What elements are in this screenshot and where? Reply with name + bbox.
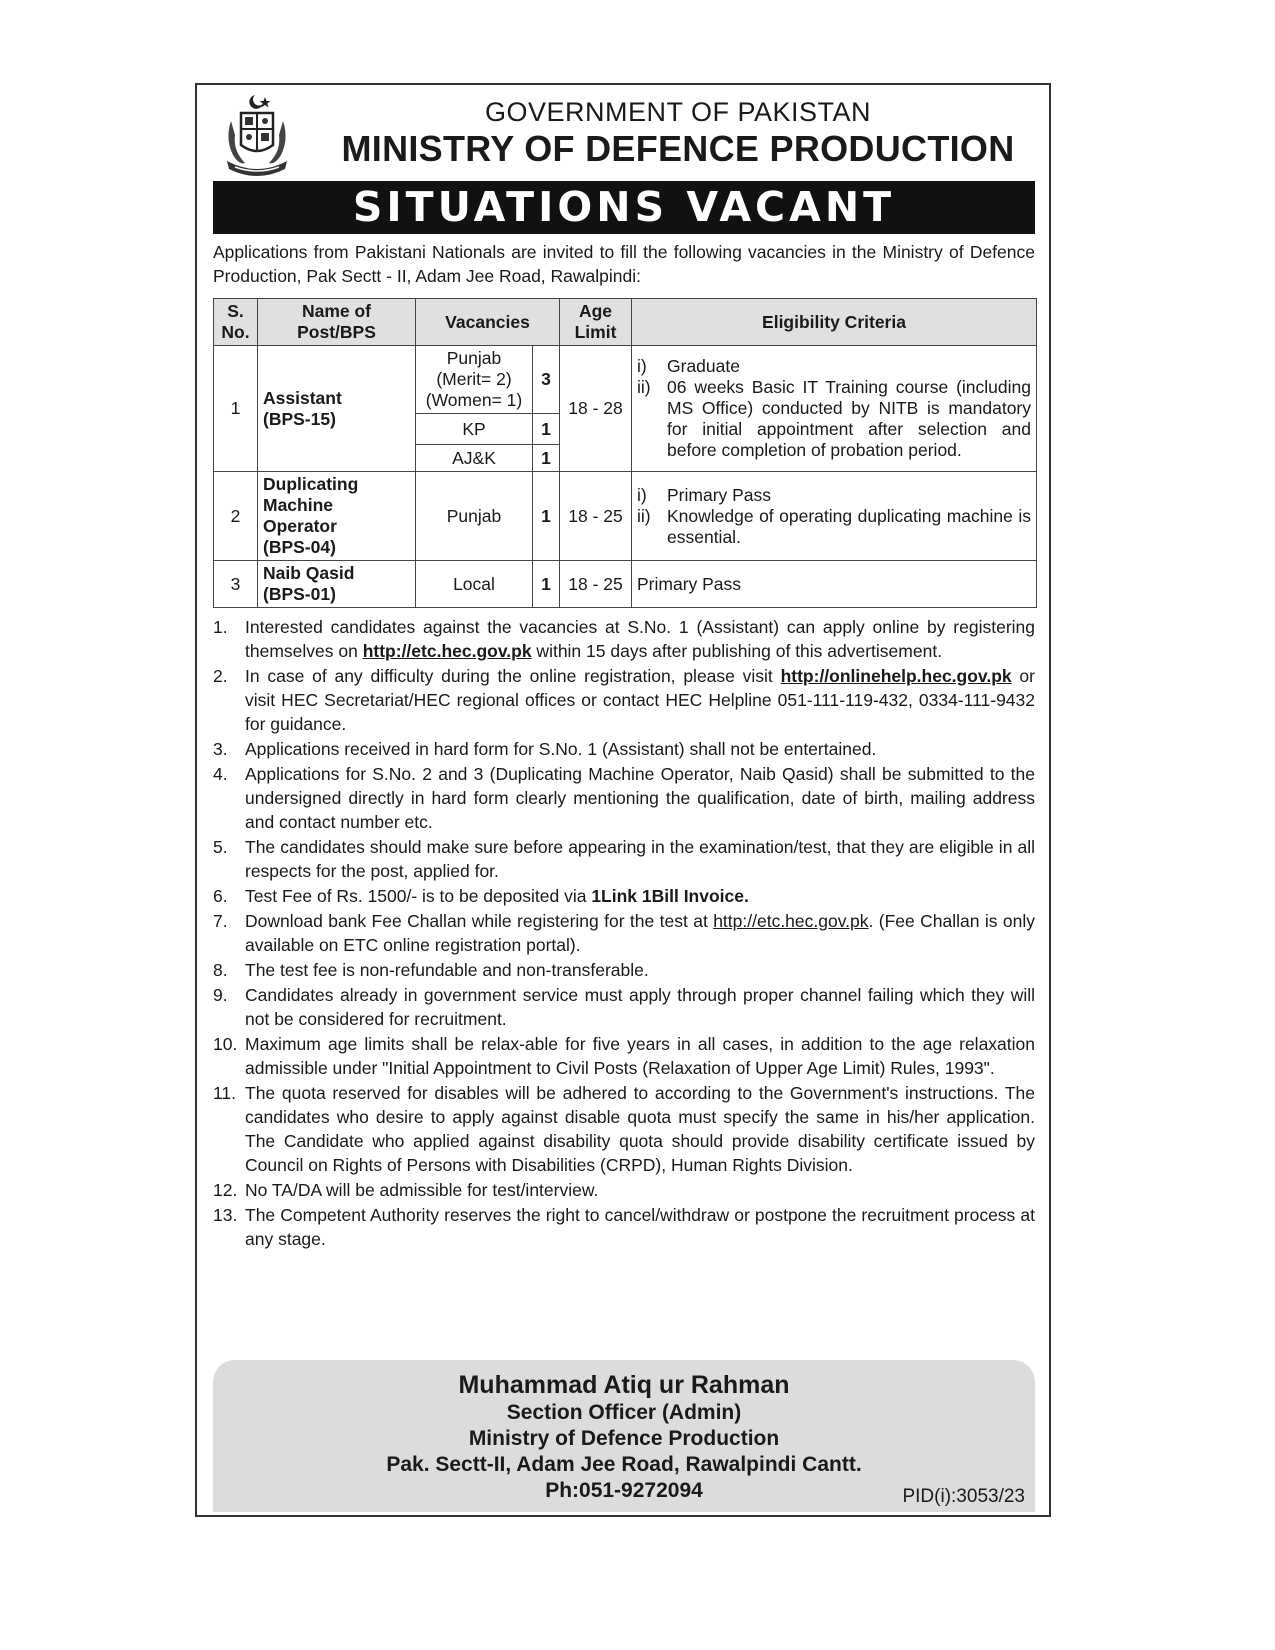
- quota-count: 1: [533, 561, 560, 608]
- item-text: Candidates already in government service must apply through proper channel failing which they will not be considered for recruitment.: [245, 985, 1035, 1029]
- item-number: 2.: [213, 666, 228, 686]
- quota-region: AJ&K: [416, 445, 533, 472]
- criteria-text: Graduate: [667, 356, 740, 376]
- row-post: [258, 561, 416, 608]
- list-item: [213, 1178, 1035, 1202]
- quota-count: 3: [533, 346, 560, 414]
- item-number: 5.: [213, 837, 228, 857]
- criteria-text: Knowledge of operating duplicating machine is essential.: [667, 505, 1031, 547]
- item-number: 9.: [213, 985, 228, 1005]
- header-post: Name of Post/BPS: [258, 299, 416, 346]
- table-row: [214, 346, 1037, 414]
- row-criteria: [632, 346, 1037, 472]
- item-text: Maximum age limits shall be relax-able for five years in all cases, in addition to the age relaxation admissible under "Initial Appointment to Civil Posts (Relaxation of Upper Age Limit) Rules, 1993".: [245, 1034, 1035, 1078]
- quota-region: Punjab: [416, 472, 533, 561]
- post-name: Naib Qasid: [263, 563, 355, 583]
- item-number: 10.: [213, 1034, 238, 1054]
- item-text: [245, 664, 1035, 736]
- text-part: . (Fee Challan is only available on ETC online registration portal).: [245, 911, 1035, 955]
- quota-region: Local: [416, 561, 533, 608]
- list-item: [213, 958, 1035, 982]
- header-vacancies: Vacancies: [416, 299, 560, 346]
- list-item: [213, 615, 1035, 663]
- list-item: [213, 664, 1035, 736]
- row-post: [258, 346, 416, 472]
- header-criteria: Eligibility Criteria: [632, 299, 1037, 346]
- pakistan-emblem-icon: [215, 91, 299, 179]
- item-text: No TA/DA will be admissible for test/interview.: [245, 1180, 599, 1200]
- signatory-office: Ministry of Defence Production: [468, 1427, 780, 1450]
- item-text: [245, 909, 1035, 957]
- etc-hec-link[interactable]: http://etc.hec.gov.pk: [713, 911, 869, 931]
- item-number: 7.: [213, 911, 228, 931]
- text-part: Interested candidates against the vacancies at S.No. 1 (Assistant) can apply online by registering themselves on: [245, 617, 1035, 661]
- text-part: 1Link 1Bill Invoice.: [591, 886, 749, 906]
- item-text: [245, 615, 1035, 663]
- row-post: [258, 472, 416, 561]
- table-row: [214, 561, 1037, 608]
- item-number: 1.: [213, 617, 228, 637]
- post-bps: (BPS-04): [263, 537, 336, 557]
- signatory-designation: Section Officer (Admin): [506, 1401, 742, 1424]
- item-number: 11.: [213, 1083, 237, 1103]
- etc-hec-link[interactable]: http://etc.hec.gov.pk: [362, 641, 532, 661]
- criteria-num: ii): [637, 505, 651, 526]
- criteria-num: ii): [637, 377, 651, 397]
- quota-count: 1: [533, 445, 560, 472]
- criteria-text: 06 weeks Basic IT Training course (including MS Office) conducted by NITB is mandatory for initial appointment after selection and before completion of probation period.: [667, 377, 1031, 460]
- criteria-text: Primary Pass: [667, 484, 772, 505]
- list-item: [213, 737, 1035, 761]
- government-heading: GOVERNMENT OF PAKISTAN: [484, 97, 872, 127]
- item-text: The test fee is non-refundable and non-transferable.: [245, 960, 649, 980]
- list-item: [213, 835, 1035, 883]
- row-age: 18 - 25: [560, 561, 632, 608]
- item-text: Applications received in hard form for S.No. 1 (Assistant) shall not be entertained.: [245, 739, 877, 759]
- list-item: [213, 884, 1035, 908]
- text-part: within 15 days after publishing of this advertisement.: [531, 641, 943, 661]
- intro-paragraph: Applications from Pakistani Nationals are invited to fill the following vacancies in the Ministry of Defence Production, Pak Sectt - II, Adam Jee Road, Rawalpindi:: [213, 242, 1035, 286]
- post-bps: (BPS-01): [263, 584, 336, 604]
- item-number: 12.: [213, 1180, 238, 1200]
- text-part: or visit HEC Secretariat/HEC regional offices or contact HEC Helpline 051-111-119-432, 0334-111-9432 for guidance.: [245, 666, 1035, 734]
- instructions-list: [213, 615, 1035, 1252]
- signature-block: [213, 1360, 1035, 1512]
- item-number: 6.: [213, 886, 228, 906]
- item-number: 3.: [213, 739, 228, 759]
- row-sno: 3: [214, 561, 258, 608]
- item-number: 8.: [213, 960, 228, 980]
- row-age: 18 - 25: [560, 472, 632, 561]
- post-name: Duplicating Machine Operator: [263, 474, 359, 536]
- post-bps: (BPS-15): [263, 408, 336, 429]
- quota-count: 1: [533, 472, 560, 561]
- list-item: [213, 762, 1035, 834]
- signatory-name: Muhammad Atiq ur Rahman: [458, 1371, 790, 1399]
- quota-region: KP: [416, 414, 533, 445]
- text-part: Download bank Fee Challan while registering for the test at: [245, 911, 714, 931]
- criteria-text: Primary Pass: [637, 573, 742, 594]
- text-part: In case of any difficulty during the online registration, please visit: [245, 666, 781, 686]
- row-criteria: [632, 472, 1037, 561]
- onlinehelp-hec-link[interactable]: http://onlinehelp.hec.gov.pk: [780, 666, 1012, 686]
- list-item: [213, 1032, 1035, 1080]
- item-text: Applications for S.No. 2 and 3 (Duplicating Machine Operator, Naib Qasid) shall be submitted to the undersigned directly in hard form clearly mentioning the qualification, date of birth, mailing address and contact number etc.: [245, 764, 1035, 832]
- signatory-phone: Ph:051-9272094: [545, 1479, 703, 1502]
- table-row: [214, 472, 1037, 561]
- quota-detail: (Merit= 2): [436, 369, 512, 389]
- quota-region: [416, 346, 533, 414]
- list-item: [213, 1081, 1035, 1177]
- vacancy-table: [213, 298, 1037, 608]
- pid-number: PID(i):3053/23: [902, 1486, 1025, 1507]
- text-part: Test Fee of Rs. 1500/- is to be deposited via: [245, 886, 592, 906]
- situations-vacant-banner: SITUATIONS VACANT: [213, 181, 1035, 234]
- quota-detail: (Women= 1): [425, 390, 523, 410]
- item-text: The candidates should make sure before appearing in the examination/test, that they are eligible in all respects for the post, applied for.: [245, 837, 1035, 881]
- item-number: 13.: [213, 1205, 238, 1225]
- item-text: The Competent Authority reserves the right to cancel/withdraw or postpone the recruitment process at any stage.: [245, 1205, 1035, 1249]
- ministry-heading: MINISTRY OF DEFENCE PRODUCTION: [341, 128, 1015, 169]
- row-sno: 1: [214, 346, 258, 472]
- list-item: [213, 1203, 1035, 1251]
- list-item: [213, 983, 1035, 1031]
- quota-region-name: Punjab: [446, 348, 502, 368]
- post-name: Assistant: [263, 387, 342, 408]
- item-text: The quota reserved for disables will be adhered to according to the Government's instructions. The candidates who desire to apply against disable quota must specify the same in his/her application. The Candidate who applied against disability quota should provide disability certificate issued by Council on Rights of Persons with Disabilities (CRPD), Human Rights Division.: [245, 1083, 1035, 1175]
- criteria-num: i): [637, 356, 647, 376]
- list-item: [213, 909, 1035, 957]
- header-sno: S. No.: [214, 299, 258, 346]
- signatory-address: Pak. Sectt-II, Adam Jee Road, Rawalpindi Cantt.: [386, 1453, 862, 1476]
- item-text: [245, 884, 1035, 908]
- header-age: Age Limit: [560, 299, 632, 346]
- advertisement: [195, 83, 1051, 1517]
- item-number: 4.: [213, 764, 228, 784]
- row-age: 18 - 28: [560, 346, 632, 472]
- table-header-row: [214, 299, 1037, 346]
- row-criteria: [632, 561, 1037, 608]
- row-sno: 2: [214, 472, 258, 561]
- criteria-num: i): [637, 484, 647, 505]
- quota-count: 1: [533, 414, 560, 445]
